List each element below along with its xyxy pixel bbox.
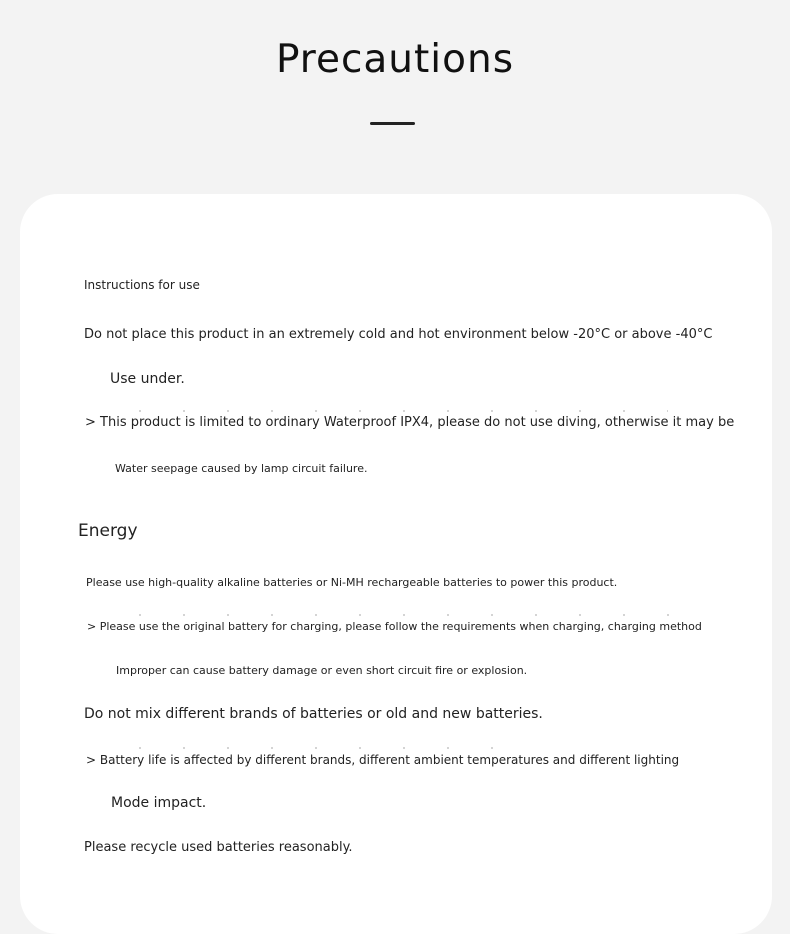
dotted-separator <box>118 614 688 616</box>
dotted-separator <box>118 747 528 749</box>
battery-type-note: Please use high-quality alkaline batteries or Ni-MH rechargeable batteries to power this product. <box>86 576 618 589</box>
recycle-note: Please recycle used batteries reasonably. <box>84 840 353 855</box>
dotted-separator <box>118 410 668 412</box>
precautions-card <box>20 194 772 934</box>
energy-heading: Energy <box>78 521 138 541</box>
charging-warning-line-2: Improper can cause battery damage or even short circuit fire or explosion. <box>116 664 528 677</box>
title-divider <box>370 122 415 125</box>
temperature-warning-line-1: Do not place this product in an extremely cold and hot environment below -20°C or above -40°C <box>84 327 713 342</box>
waterproof-warning-line-1: > This product is limited to ordinary Waterproof IPX4, please do not use diving, otherwise it may be <box>85 415 735 430</box>
temperature-warning-line-2: Use under. <box>110 371 185 387</box>
usage-heading: Instructions for use <box>84 278 200 292</box>
charging-warning-line-1: > Please use the original battery for charging, please follow the requirements when charging, charging method <box>87 620 702 633</box>
battery-life-note-line-1: > Battery life is affected by different brands, different ambient temperatures and different lighting <box>86 753 680 767</box>
battery-mixing-warning: Do not mix different brands of batteries or old and new batteries. <box>84 706 543 722</box>
page-title: Precautions <box>275 37 515 82</box>
waterproof-warning-line-2: Water seepage caused by lamp circuit failure. <box>115 462 368 475</box>
battery-life-note-line-2: Mode impact. <box>111 795 207 811</box>
